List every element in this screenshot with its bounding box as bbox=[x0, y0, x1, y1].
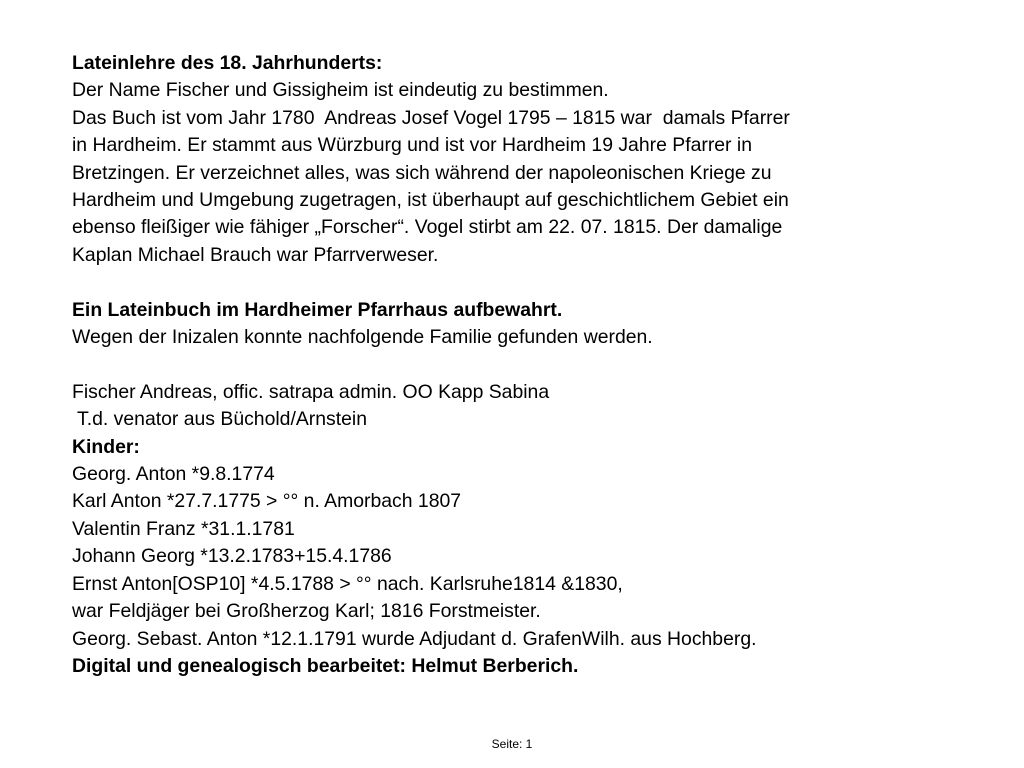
paragraph-line: ebenso fleißiger wie fähiger „Forscher“. Vogel stirbt am 22. 07. 1815. Der damalige bbox=[72, 216, 783, 239]
child-entry: Georg. Sebast. Anton *12.1.1791 wurde Adjudant d. GrafenWilh. aus Hochberg. bbox=[72, 627, 757, 650]
author-credit: Digital und genealogisch bearbeitet: Helmut Berberich. bbox=[72, 654, 579, 677]
paragraph-line: in Hardheim. Er stammt aus Würzburg und ist vor Hardheim 19 Jahre Pfarrer in bbox=[72, 134, 752, 157]
child-entry: Ernst Anton[OSP10] *4.5.1788 > °° nach. Karlsruhe1814 &1830, bbox=[72, 572, 623, 595]
child-entry: Johann Georg *13.2.1783+15.4.1786 bbox=[72, 545, 392, 568]
paragraph-line: Hardheim und Umgebung zugetragen, ist überhaupt auf geschichtlichem Gebiet ein bbox=[72, 189, 789, 212]
child-entry: Georg. Anton *9.8.1774 bbox=[72, 463, 275, 486]
children-heading: Kinder: bbox=[72, 435, 140, 458]
child-entry: Karl Anton *27.7.1775 > °° n. Amorbach 1807 bbox=[72, 490, 462, 513]
child-entry-detail: war Feldjäger bei Großherzog Karl; 1816 Forstmeister. bbox=[72, 600, 541, 623]
blank-line bbox=[72, 351, 952, 378]
parent-entry-detail: T.d. venator aus Büchold/Arnstein bbox=[72, 408, 367, 431]
paragraph-line: Kaplan Michael Brauch war Pfarrverweser. bbox=[72, 243, 439, 266]
section-heading-latin-book: Ein Lateinbuch im Hardheimer Pfarrhaus aufbewahrt. bbox=[72, 298, 563, 321]
paragraph-line: Wegen der Inizalen konnte nachfolgende Familie gefunden werden. bbox=[72, 326, 653, 349]
paragraph-line: Bretzingen. Er verzeichnet alles, was sich während der napoleonischen Kriege zu bbox=[72, 161, 772, 184]
blank-line bbox=[72, 269, 952, 296]
parent-entry: Fischer Andreas, offic. satrapa admin. OO Kapp Sabina bbox=[72, 380, 550, 403]
section-heading-latin-teaching: Lateinlehre des 18. Jahrhunderts: bbox=[72, 52, 383, 74]
paragraph-line: Der Name Fischer und Gissigheim ist eindeutig zu bestimmen. bbox=[72, 79, 609, 102]
document-body bbox=[72, 50, 952, 680]
child-entry: Valentin Franz *31.1.1781 bbox=[72, 517, 295, 540]
paragraph-line: Das Buch ist vom Jahr 1780 Andreas Josef Vogel 1795 – 1815 war damals Pfarrer bbox=[72, 106, 790, 129]
page-number: Seite: 1 bbox=[491, 737, 533, 751]
